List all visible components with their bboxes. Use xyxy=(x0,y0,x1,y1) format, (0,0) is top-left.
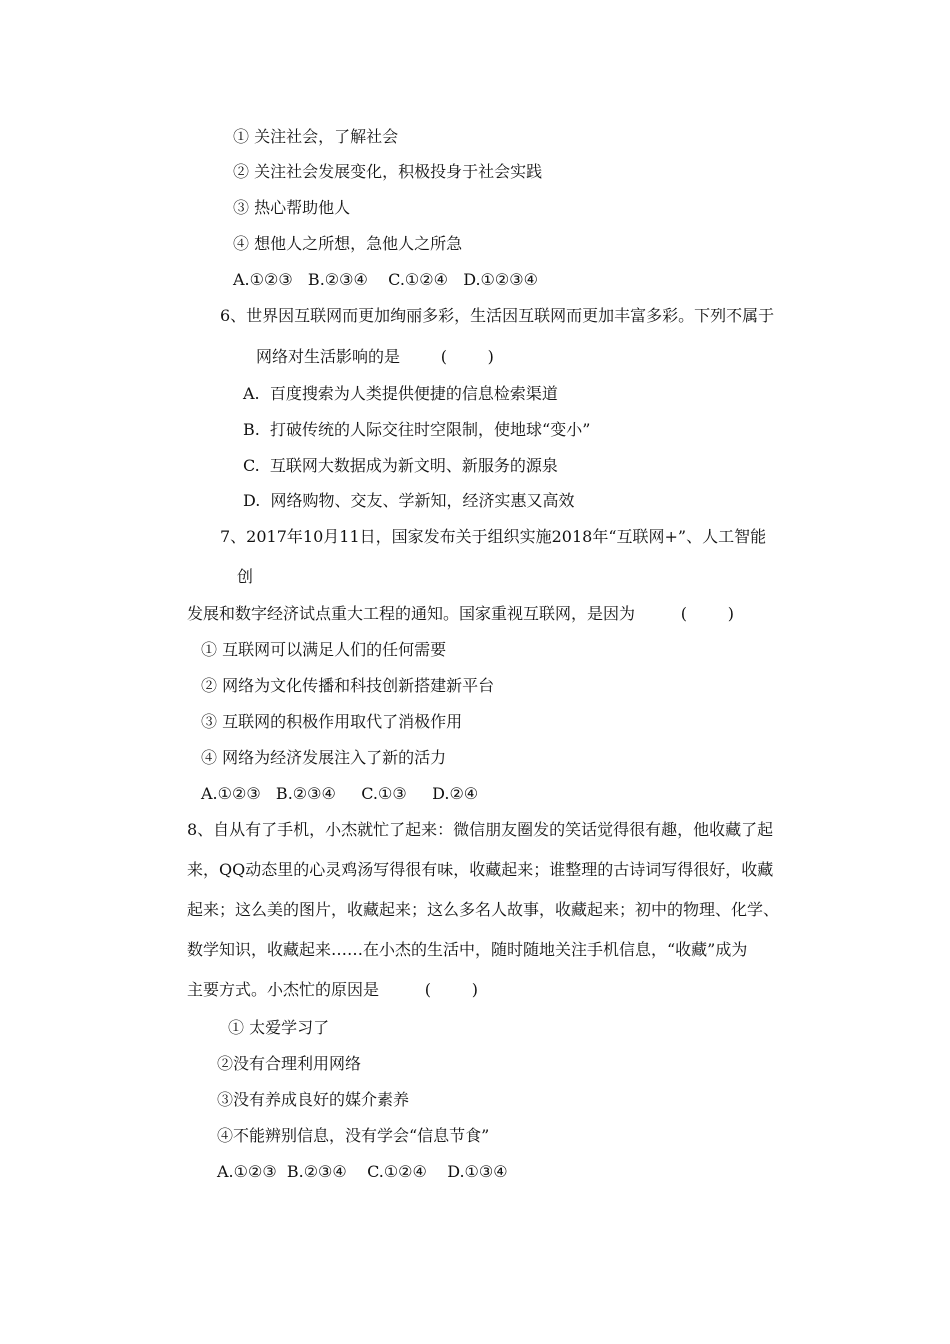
q7-choices: A.①②③ B.②③④ C.①③ D.②④ xyxy=(201,784,479,803)
q6-option-a: A. 百度搜索为人类提供便捷的信息检索渠道 xyxy=(243,384,558,403)
q6-option-d: D. 网络购物、交友、学新知，经济实惠又高效 xyxy=(243,491,575,510)
q6-stem-line-2: 网络对生活影响的是 ( ) xyxy=(256,347,494,366)
q7-option-2: ② 网络为文化传播和科技创新搭建新平台 xyxy=(201,676,495,695)
q5-option-3: ③ 热心帮助他人 xyxy=(233,198,351,217)
q5-option-4: ④ 想他人之所想，急他人之所急 xyxy=(233,234,463,253)
q5-choices: A.①②③ B.②③④ C.①②④ D.①②③④ xyxy=(233,270,538,289)
q8-stem-line-2: 来，QQ动态里的心灵鸡汤写得很有味，收藏起来；谁整理的古诗词写得很好，收藏 xyxy=(187,860,774,879)
q8-stem-line-3: 起来；这么美的图片，收藏起来；这么多名人故事，收藏起来；初中的物理、化学、 xyxy=(187,900,780,919)
q8-stem-line-1: 8、自从有了手机，小杰就忙了起来：微信朋友圈发的笑话觉得很有趣，他收藏了起 xyxy=(187,820,774,839)
q8-option-1: ① 太爱学习了 xyxy=(228,1018,330,1037)
q7-option-3: ③ 互联网的积极作用取代了消极作用 xyxy=(201,712,463,731)
q7-option-4: ④ 网络为经济发展注入了新的活力 xyxy=(201,748,447,767)
q8-option-4: ④不能辨别信息，没有学会“信息节食” xyxy=(217,1126,490,1145)
q8-stem-line-4: 数学知识，收藏起来……在小杰的生活中，随时随地关注手机信息，“收藏”成为 xyxy=(187,940,748,959)
q7-stem-line-1: 7、2017年10月11日，国家发布关于组织实施2018年“互联网+”、人工智能 xyxy=(220,527,767,546)
q6-option-c: C. 互联网大数据成为新文明、新服务的源泉 xyxy=(243,456,558,475)
q8-option-2: ②没有合理利用网络 xyxy=(217,1054,362,1073)
q5-option-2: ② 关注社会发展变化，积极投身于社会实践 xyxy=(233,162,543,181)
q8-option-3: ③没有养成良好的媒介素养 xyxy=(217,1090,410,1109)
q7-stem-line-2: 创 xyxy=(237,567,254,586)
q6-stem-line-1: 6、世界因互联网而更加绚丽多彩，生活因互联网而更加丰富多彩。下列不属于 xyxy=(220,306,775,325)
q8-choices: A.①②③ B.②③④ C.①②④ D.①③④ xyxy=(217,1162,508,1181)
q6-option-b: B. 打破传统的人际交往时空限制，使地球“变小” xyxy=(243,420,591,439)
q7-stem-line-3: 发展和数字经济试点重大工程的通知。国家重视互联网，是因为 ( ) xyxy=(187,604,734,623)
q7-option-1: ① 互联网可以满足人们的任何需要 xyxy=(201,640,447,659)
q5-option-1: ① 关注社会，了解社会 xyxy=(233,127,399,146)
q8-stem-line-5: 主要方式。小杰忙的原因是 ( ) xyxy=(187,980,478,999)
